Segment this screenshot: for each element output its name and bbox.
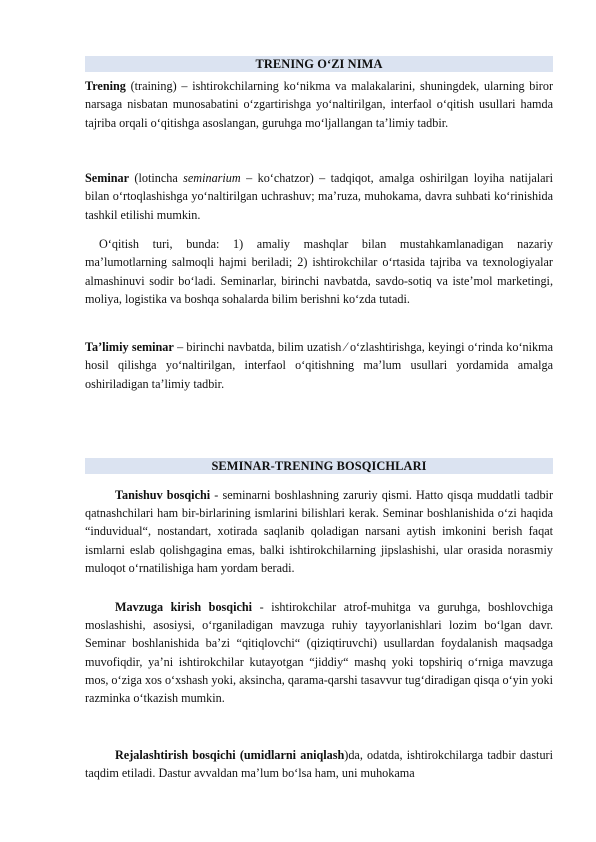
term-trening: Trening (85, 79, 126, 93)
paragraph-text: )da, odatda, ishtirokchilarga tadbir dasturi taqdim etiladi. Dastur avvaldan ma’lum bo‘lsa ham, uni muhokama (85, 748, 553, 781)
paragraph-talimiy-seminar (85, 338, 553, 393)
paragraph-text: (lotincha (129, 171, 184, 185)
paragraph-text: – birinchi navbatda, bilim uzatish ⁄ o‘zlashtirishga, keyingi o‘rinda ko‘nikma hosil qilishga yo‘naltirilgan, interfaol o‘qitishning ma’lum usullari yordamida amalga oshiriladigan ta’limiy tadbir. (85, 340, 553, 391)
term-seminarium: seminarium (183, 171, 241, 185)
term-tanishuv: Tanishuv bosqichi (115, 488, 211, 502)
paragraph-tanishuv (85, 486, 553, 577)
paragraph-text: O‘qitish turi, bunda: 1) amaliy mashqlar bilan mustahkamlanadigan nazariy ma’lumotlarning salmoqli hajmi beriladi; 2) ishtirokchilar o‘rtasida tajriba va texnologiyalar almashinuvi sodir bo‘ladi. Seminarlar, birinchi navbatda, savdo-sotiq va iste’mol marketingi, moliya, logistika va boshqa sohalarda bilim berishni ko‘zda tutadi. (85, 237, 553, 307)
paragraph-rejalashtirish (85, 746, 553, 782)
term-seminar: Seminar (85, 171, 130, 185)
paragraph-trening (85, 77, 553, 132)
paragraph-seminar (85, 169, 553, 224)
paragraph-oqitish-turi (85, 235, 553, 309)
term-talimiy-seminar: Ta’limiy seminar (85, 340, 174, 354)
paragraph-text: - seminarni boshlashning zaruriy qismi. Hatto qisqa muddatli tadbir qatnashchilari ham bir-birlarining ismlarini bilishlari kerak. Seminar boshlanishida o‘zi haqida “induvidual“, nostandart, xotirada saqlanib qoladigan narsani aytish imkonini berish faqat ismlarni eslab qolishgagina emas, balki ishtirokchilarning jipslashishi, ular orasida norasmiy muloqot o‘rnatilishiga ham yordam beradi. (85, 488, 553, 575)
paragraph-text: (training) – ishtirokchilarning ko‘nikma va malakalarini, shuningdek, ularning biror narsaga nisbatan munosabatini o‘zgartirishga yo‘naltirilgan, interfaol o‘qitish usullari hamda tajriba orqali o‘qitishga asoslangan, guruhga mo‘ljallangan ta’limiy tadbir. (85, 79, 553, 130)
section-heading-trening: TRENING O‘ZI NIMA (85, 56, 553, 72)
paragraph-text: - ishtirokchilar atrof-muhitga va guruhga, boshlovchiga moslashishi, asosiysi, o‘rganiladigan mavzuga ruhiy tayyorlanishlari lozim bo‘lgan davr. Seminar boshlanishida ba’zi “qitiqlovchi“ (qiziqtiruvchi) usullardan foydalanish maqsadga muvofiqdir, ya’ni ishtirokchilar kutayotgan “jiddiy“ mashq yoki topshiriq o‘rniga mavzuga mos, o‘ziga xos o‘xshash yoki, aksincha, qarama-qarshi tasavvur tug‘diradigan qisqa o‘yin yoki razminka o‘tkazish mumkin. (85, 600, 553, 706)
section-heading-bosqichlar: SEMINAR-TRENING BOSQICHLARI (85, 458, 553, 474)
paragraph-mavzuga-kirish (85, 598, 553, 707)
term-mavzuga-kirish: Mavzuga kirish bosqichi (115, 600, 253, 614)
paragraph-text: – ko‘chatzor) – tadqiqot, amalga oshirilgan loyiha natijalari bilan o‘rtoqlashishga yo‘naltirilgan uchrashuv; ma’ruza, muhokama, davra suhbati ko‘rinishida tashkil etilishi mumkin. (85, 171, 553, 222)
term-rejalashtirish: Rejalashtirish bosqichi (umidlarni aniqlash (115, 748, 345, 762)
